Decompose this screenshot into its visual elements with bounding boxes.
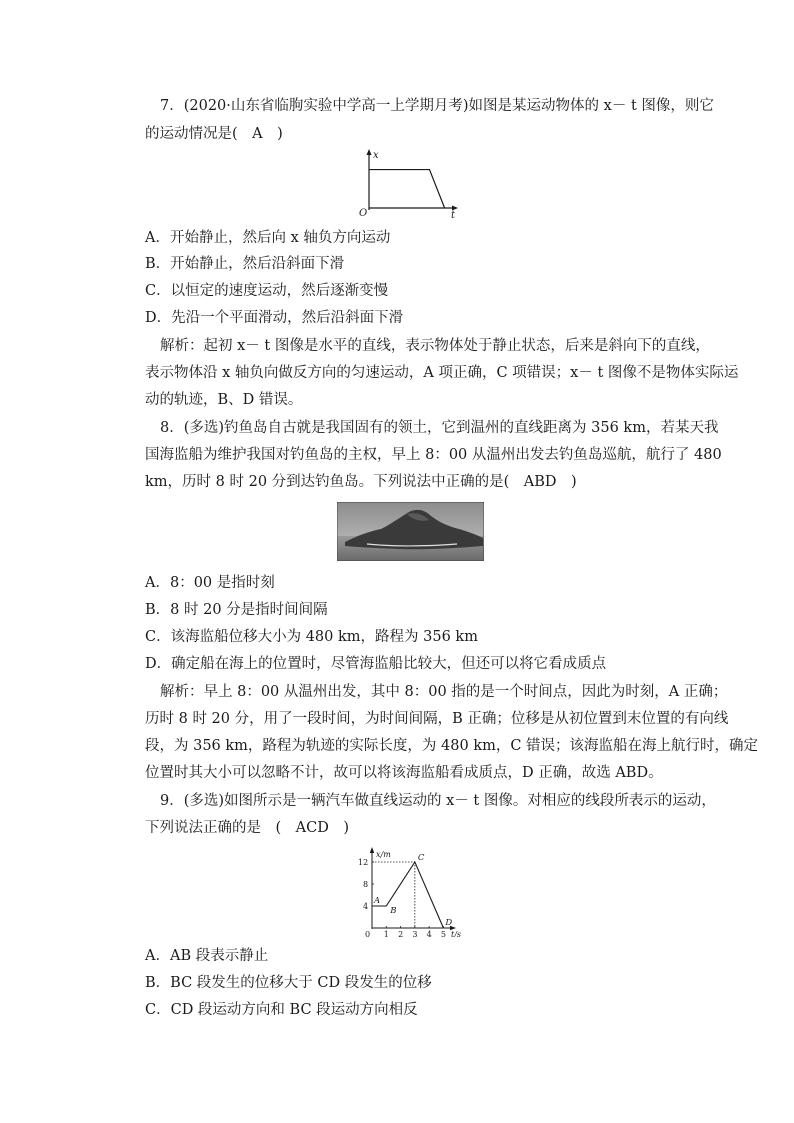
q9-stem-line-1: 9．(多选)如图所示是一辆汽车做直线运动的 x－ t 图像。对相应的线段所表示的运动，: [160, 793, 716, 809]
q7-y-arrow: [367, 149, 372, 155]
q7-xt-graph: [357, 148, 462, 218]
island-photo: [337, 502, 484, 561]
q9-option-b: B．BC 段发生的位移大于 CD 段发生的位移: [145, 975, 432, 991]
q9-x-tick-label: 0: [365, 930, 371, 937]
q7-origin-label: O: [359, 208, 368, 218]
q9-x-tick-label: 1: [383, 930, 389, 937]
q9-series-line: [372, 862, 443, 928]
q7-option-d: D．先沿一个平面滑动，然后沿斜面下滑: [145, 310, 404, 326]
q8-analysis-line-3: 段，为 356 km，路程为轨迹的实际长度，为 480 km，C 错误；该海监船在海上航行时，确定: [145, 738, 759, 754]
q7-option-c: C．以恒定的速度运动，然后逐渐变慢: [145, 283, 389, 299]
q7-analysis-line-1: 解析：起初 x－ t 图像是水平的直线，表示物体处于静止状态，后来是斜向下的直线，: [160, 338, 710, 354]
q8-option-d: D．确定船在海上的位置时，尽管海监船比较大，但还可以将它看成质点: [145, 656, 607, 672]
q9-option-c: C．CD 段运动方向和 BC 段运动方向相反: [145, 1002, 418, 1018]
q9-point-label-d: D: [445, 918, 453, 928]
q9-y-arrow: [370, 847, 374, 853]
q9-point-label-a: A: [374, 896, 381, 906]
q9-y-label: x/m: [376, 850, 391, 859]
q8-analysis-line-2: 历时 8 时 20 分，用了一段时间，为时间间隔，B 正确；位移是从初位置到末位置的有向线: [145, 711, 729, 727]
q7-option-a: A．开始静止，然后向 x 轴负方向运动: [145, 230, 391, 246]
q8-stem-line-1: 8．(多选)钓鱼岛自古就是我国固有的领土，它到温州的直线距离为 356 km，若某天我: [160, 420, 719, 436]
q9-x-label: t/s: [451, 930, 462, 937]
q9-option-a: A．AB 段表示静止: [145, 948, 269, 964]
q9-x-tick-label: 5: [440, 930, 447, 937]
q8-option-a: A．8：00 是指时刻: [145, 575, 275, 591]
q9-point-label-b: B: [390, 906, 397, 916]
q7-series-line: [369, 170, 445, 208]
q9-x-tick-label: 3: [412, 930, 418, 937]
q8-stem-line-3: km，历时 8 时 20 分到达钓鱼岛。下列说法中正确的是( ABD ): [145, 474, 577, 490]
q7-analysis-line-3: 动的轨迹，B、D 错误。: [145, 392, 303, 408]
q8-stem-line-2: 国海监船为维护我国对钓鱼岛的主权，早上 8：00 从温州出发去钓鱼岛巡航，航行了 480: [145, 447, 722, 463]
q9-xt-graph: [356, 845, 466, 937]
q9-x-tick-label: 4: [426, 930, 432, 937]
q7-analysis-line-2: 表示物体沿 x 轴负向做反方向的匀速运动，A 项正确，C 项错误；x－ t 图像不是物体实际运: [145, 365, 739, 381]
q8-option-b: B．8 时 20 分是指时间间隔: [145, 602, 328, 618]
q8-option-c: C．该海监船位移大小为 480 km，路程为 356 km: [145, 629, 478, 645]
q9-x-tick-label: 2: [398, 930, 404, 937]
q7-stem-line-2: 的运动情况是( A ): [145, 126, 283, 142]
q9-point-label-c: C: [417, 853, 425, 863]
q7-stem-line-1: 7．(2020·山东省临朐实验中学高一上学期月考)如图是某运动物体的 x－ t 图像，则它: [160, 98, 714, 114]
q9-y-tick-label: 12: [358, 858, 369, 867]
q9-y-tick-label: 4: [363, 902, 369, 911]
q7-option-b: B．开始静止，然后沿斜面下滑: [145, 256, 345, 272]
q8-analysis-line-4: 位置时其大小可以忽略不计，故可以将该海监船看成质点，D 正确，故选 ABD。: [145, 765, 663, 781]
q8-analysis-line-1: 解析：早上 8：00 从温州出发，其中 8：00 指的是一个时间点，因此为时刻，A 正确；: [160, 684, 728, 700]
q9-y-tick-label: 8: [363, 880, 369, 889]
q7-y-label: x: [373, 150, 379, 161]
q7-x-label: t: [451, 210, 456, 218]
q9-stem-line-2: 下列说法正确的是 ( ACD ): [145, 820, 350, 836]
